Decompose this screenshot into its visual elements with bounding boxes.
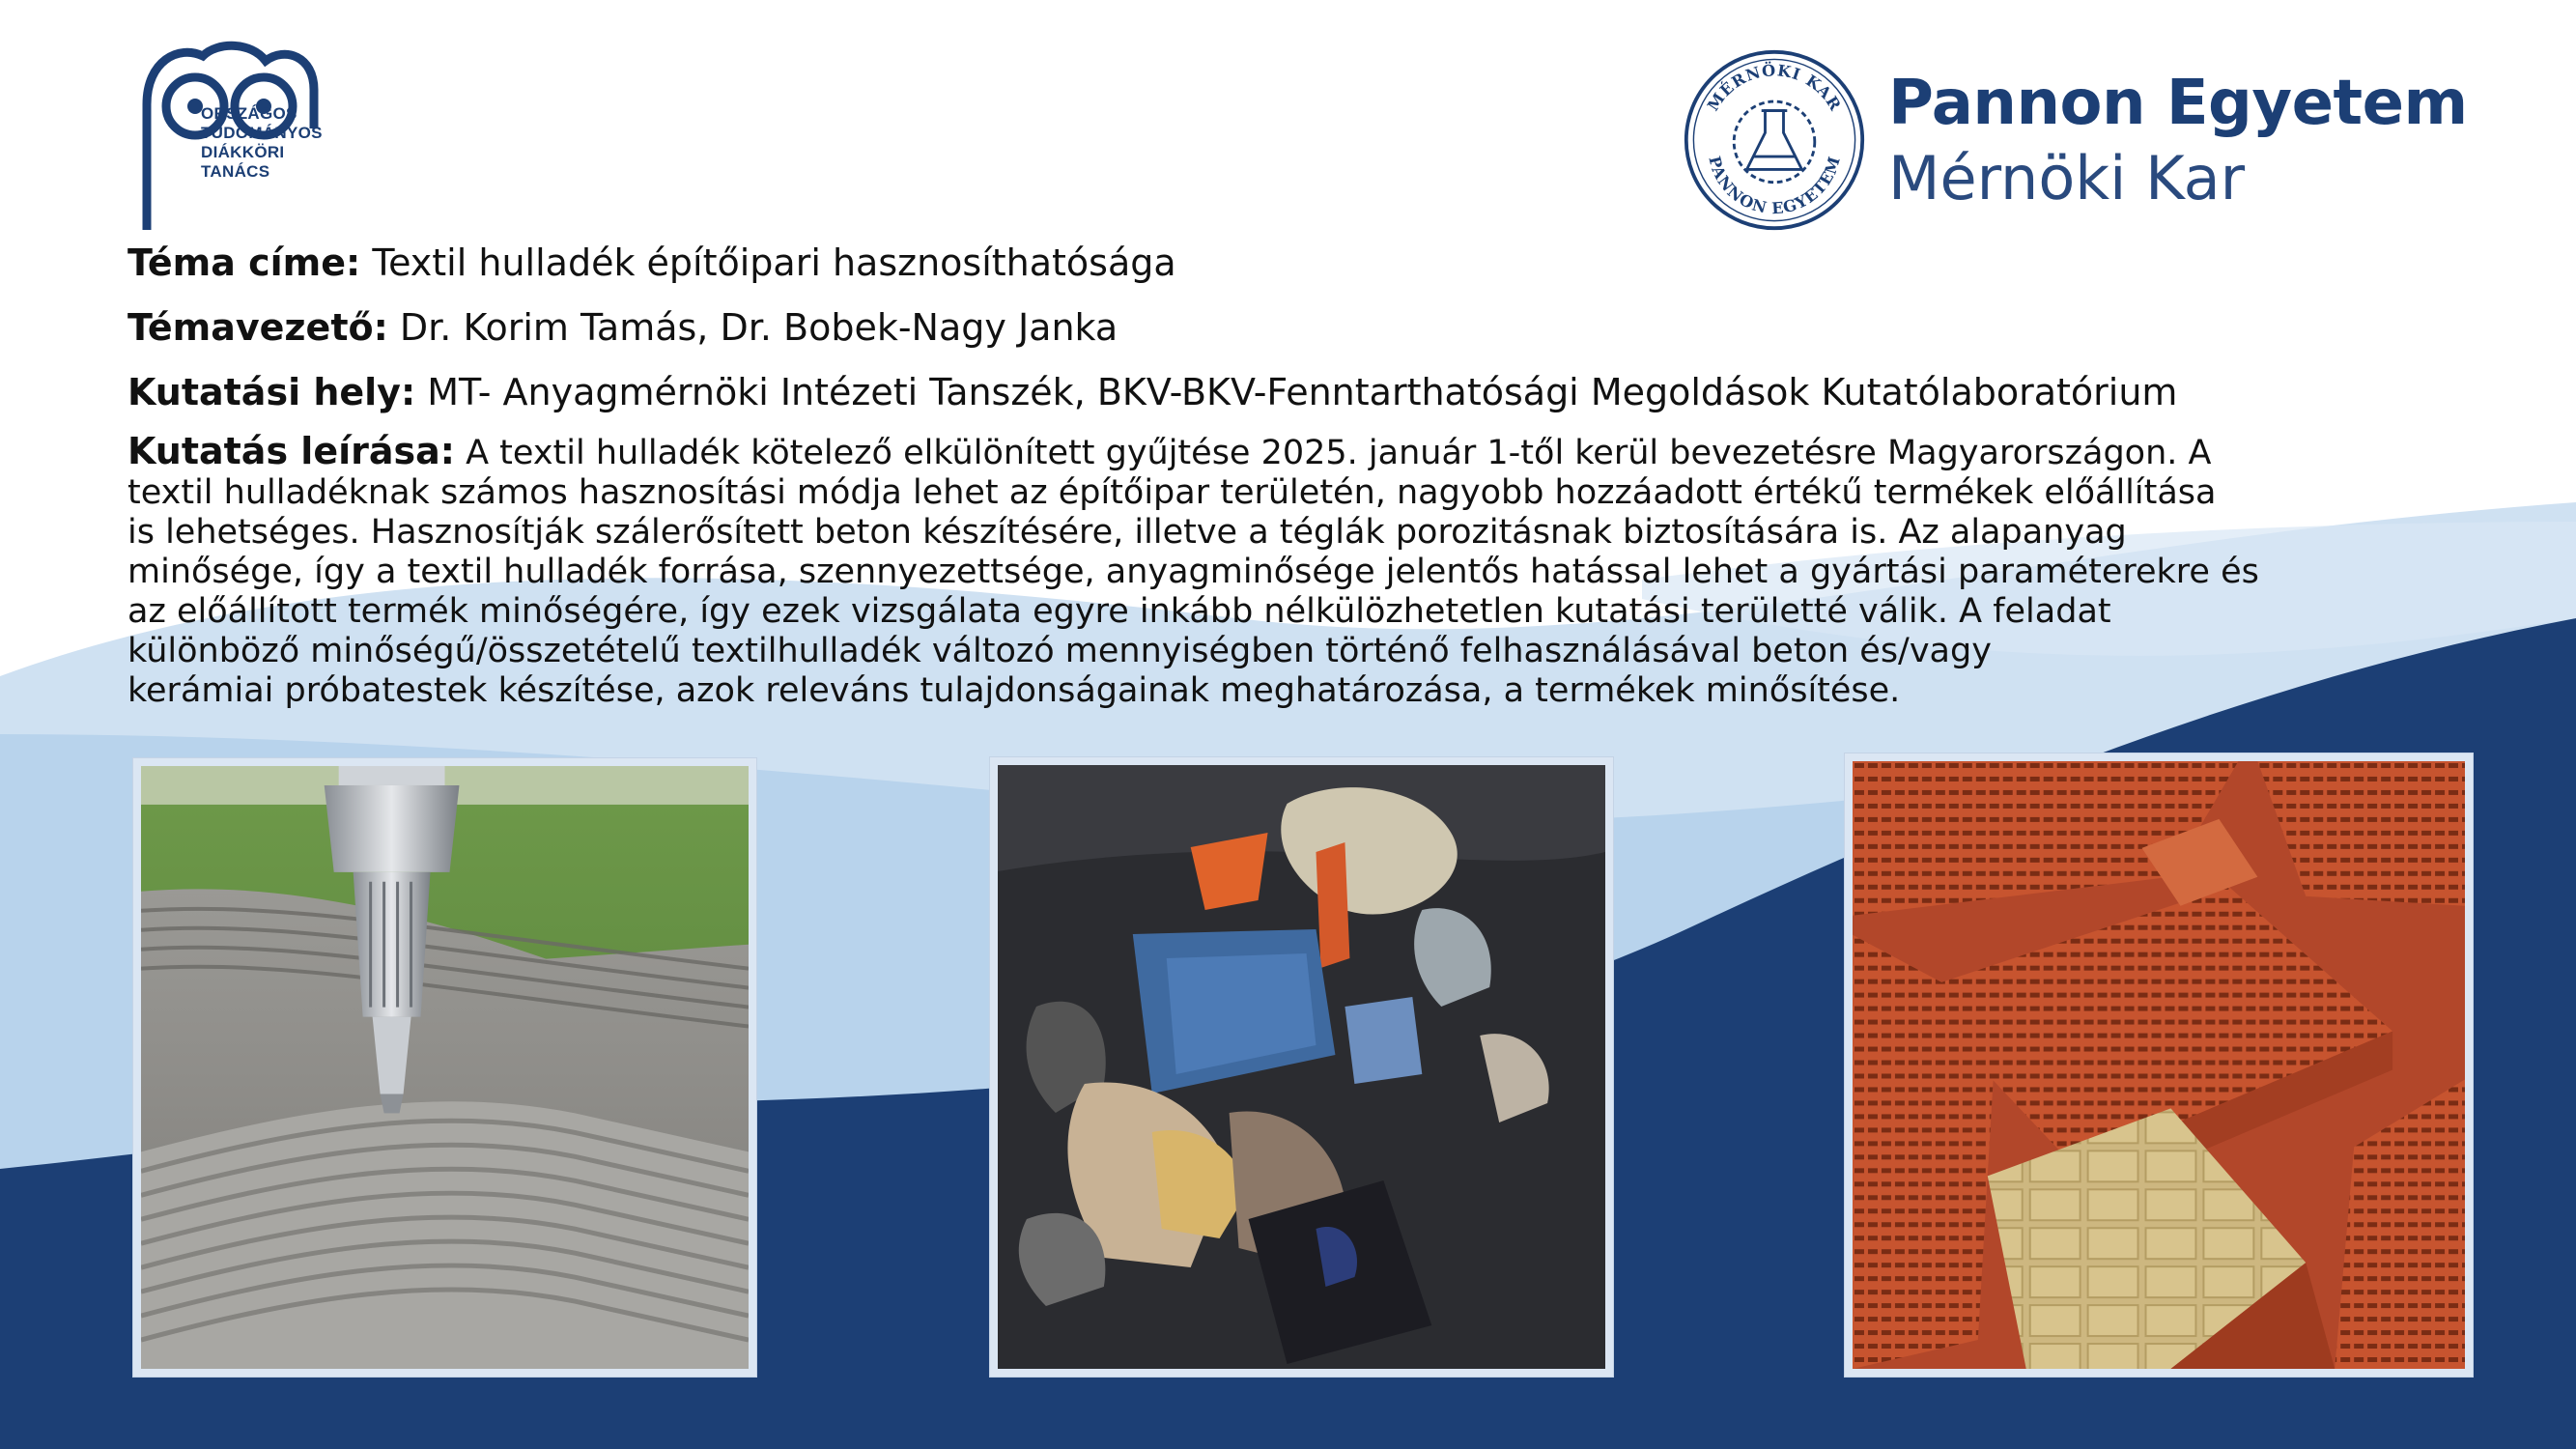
textile-waste-image [998, 765, 1605, 1369]
description-line-4: minősége, így a textil hulladék forrása, szennyezettsége, anyagminősége jelentős hatással lehet a gyártási paraméterekre és [127, 553, 2259, 591]
description-block [127, 432, 2407, 711]
description-line-3: is lehetséges. Hasznosítják szálerősített beton készítésére, illetve a téglák porozitásnak biztosítására is. Az alapanyag [127, 513, 2127, 552]
otdk-line-3: DIÁKKÖRI [201, 143, 285, 161]
topic-info [127, 240, 2407, 711]
brand-faculty-name: Mérnöki Kar [1888, 143, 2246, 213]
topic-row [127, 240, 2407, 286]
location-value: MT- Anyagmérnöki Intézeti Tanszék, BKV-BKV-Fenntarthatósági Megoldások Kutatólaboratórium [427, 371, 2178, 413]
otdk-line-4: TANÁCS [201, 162, 270, 181]
location-row [127, 369, 2407, 415]
faculty-seal-logo [1683, 48, 1866, 232]
brand-university-name: Pannon Egyetem [1888, 68, 2468, 139]
description-line-5: az előállított termék minőségére, így ezek vizsgálata egyre inkább nélkülözhetetlen kutatási területté válik. A feladat [127, 592, 2111, 631]
supervisor-value: Dr. Korim Tamás, Dr. Bobek-Nagy Janka [399, 306, 1118, 349]
seal-bottom-text: PANNON EGYETEM [1705, 154, 1845, 218]
otdk-line-2: TUDOMÁNYOS [201, 124, 323, 142]
description-line-2: textil hulladéknak számos hasznosítási módja lehet az építőipar területén, nagyobb hozzáadott értékű termékek előállítása [127, 473, 2217, 512]
ceramic-bricks-image [1853, 761, 2465, 1369]
description-line-6: különböző minőségű/összetételű textilhulladék változó mennyiségben történő felhasználásával beton és/vagy [127, 632, 1992, 670]
description-label: Kutatás leírása: [127, 430, 455, 472]
ceramic-bricks-photo [1845, 753, 2473, 1377]
location-label: Kutatási hely: [127, 371, 416, 413]
supervisor-label: Témavezető: [127, 306, 388, 349]
concrete-3d-printer-image [141, 766, 749, 1369]
otdk-line-1: ORSZÁGOS [201, 104, 297, 123]
textile-waste-photo [990, 757, 1613, 1377]
description-line-1: Kutatás leírása: A textil hulladék kötelező elkülönített gyűjtése 2025. január 1-től kerül bevezetésre Magyarországon. A [127, 430, 2212, 472]
topic-label: Téma címe: [127, 242, 361, 284]
description-line-7: kerámiai próbatestek készítése, azok releváns tulajdonságainak meghatározása, a termékek minősítése. [127, 671, 1901, 710]
seal-top-text: MÉRNÖKI KAR [1703, 61, 1846, 115]
topic-value: Textil hulladék építőipari hasznosíthatósága [372, 242, 1176, 284]
supervisor-row [127, 304, 2407, 351]
university-brand [1888, 66, 2468, 216]
otdk-logo-text [201, 104, 323, 182]
concrete-3d-printer-photo [133, 758, 756, 1377]
